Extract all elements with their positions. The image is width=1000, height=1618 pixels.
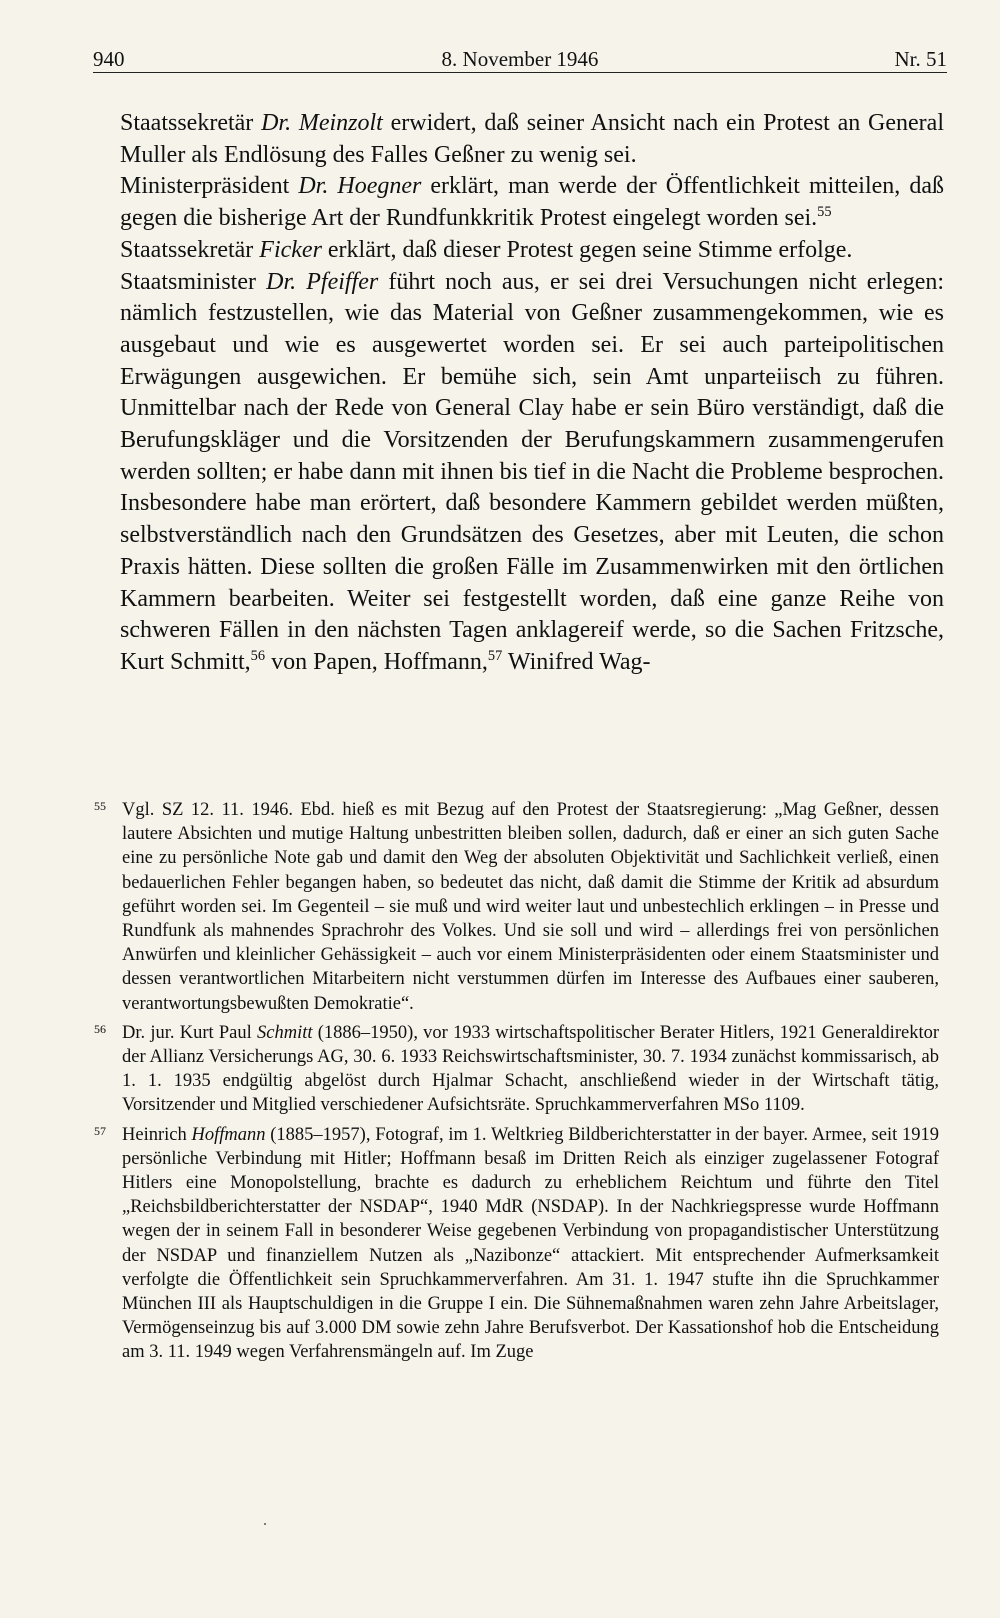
footnote-text: Vgl. SZ 12. 11. 1946. Ebd. hieß es mit Bezug auf den Protest der Staatsregierung: „Mag Geßner, dessen lautere Absichten und mutige Haltung unbestritten bleiben sollen, dadurch, daß er einer an sich guten Sache eine zu persönliche Note gab und damit den Weg der absoluten Objektivität und Sachlichkeit verließ, einen bedauerlichen Fehler begangen haben, so bedeutet das nicht, daß damit die Stimme der Kritik ad absurdum geführt worden sei. Im Gegenteil – sie muß und wird weiter laut und unbestechlich erklingen – in Presse und Rundfunk als mahnendes Sprachrohr des Volkes. Und sie soll und wird – allerdings frei von persönlichen Anwürfen und kleinlicher Gehässigkeit – auch vor einem Ministerpräsidenten oder einem Staatsminister und dessen verantwortlichen Mitarbeitern nicht verstummen dürfen im Interesse des Aufbaues einer sauberen, verantwortungsbewußten Demokratie“. xyxy=(122,800,939,1014)
paragraph-ficker xyxy=(120,235,944,267)
footnote-ref-56: 56 xyxy=(250,647,266,664)
footnote-57 xyxy=(94,1123,939,1365)
text-run: erwidert, daß seiner Ansicht nach ein Protest an General Muller als Endlösung des Falles Geßner zu wenig sei. xyxy=(120,110,944,168)
paragraph-pfeiffer xyxy=(120,267,944,679)
footnote-number: 56 xyxy=(94,1021,106,1036)
text-run: Staatssekretär xyxy=(120,236,260,263)
footnote-text: Dr. jur. Kurt Paul xyxy=(122,1022,258,1043)
text-run: von Papen, Hoffmann, xyxy=(265,648,488,675)
speaker-title: Dr. xyxy=(298,173,329,200)
text-run: Ministerpräsident xyxy=(120,173,299,200)
footnote-56 xyxy=(94,1021,939,1118)
speaker-name: Hoegner xyxy=(328,173,422,200)
footnotes xyxy=(94,798,939,1370)
page-number: 940 xyxy=(93,47,125,71)
text-run: erklärt, man werde der Öffentlichkeit mitteilen, daß gegen die bisherige Art der Rundfunkkritik Protest eingelegt worden sei. xyxy=(120,173,944,232)
speaker-name: Pfeiffer xyxy=(296,268,379,295)
text-run: führt noch aus, er sei drei Versuchungen nicht erlegen: nämlich festzustellen, wie das Material von Geßner zusammengekommen, wie es ausgebaut und wie es ausgewertet worden sei. Er sei auch parteipolitischen Erwägungen ausgewichen. Er bemühe sich, sein Amt unparteiisch zu führen. Unmittelbar nach der Rede von General Clay habe er sein Büro verständigt, daß die Berufungskläger und die Vorsitzenden der Berufungskammern zusammengerufen werden sollten; er habe dann mit ihnen bis tief in die Nacht die Probleme besprochen. Insbesondere habe man erörtert, daß besondere Kammern gebildet werden müßten, selbstverständlich nach den Grundsätzen des Gesetzes, aber mit Leuten, die schon Praxis hätten. Diese sollten die großen Fälle im Zusammenwirken mit den örtlichen Kammern bearbeiten. Weiter sei festgestellt worden, daß eine ganze Reihe von schweren Fällen in den nächsten Tagen anklagereif werde, so die Sachen Fritzsche, Kurt Schmitt, xyxy=(120,268,945,675)
speaker-name: Meinzolt xyxy=(291,110,383,136)
speaker-name: Ficker xyxy=(259,236,322,263)
issue-number: Nr. 51 xyxy=(894,47,947,71)
footnote-text: (1886–1950), vor 1933 wirtschaftspolitischer Berater Hitlers, 1921 Generaldirektor der Allianz Versicherungs AG, 30. 6. 1933 Reichswirtschaftsminister, 30. 7. 1934 zunächst kommissarisch, ab 1. 1. 1935 endgültig abgelöst durch Hjalmar Schacht, anschließend wieder in der Wirtschaft tätig, Vorsitzender und Mitglied verschiedener Aufsichtsräte. Spruchkammerverfahren MSo 1109. xyxy=(122,1022,939,1116)
text-run: Staatsminister xyxy=(120,268,267,295)
footnote-text: Heinrich xyxy=(122,1124,192,1145)
footnote-text: (1885–1957), Fotograf, im 1. Weltkrieg Bildberichterstatter in der bayer. Armee, seit 1919 persönliche Verbindung mit Hitler; Hoffmann besaß im Dritten Reich als einziger zugelassener Fotograf Hitlers eine Monopolstellung, brachte es dadurch zu erheblichem Reichtum und führte den Titel „Reichsbildberichterstatter der NSDAP“, 1940 MdR (NSDAP). In der Nachkriegspresse wurde Hoffmann wegen der in seinem Fall in besonderer Weise gegebenen Verbindung von propagandistischer Unterstützung der NSDAP und finanziellem Nutzen als „Nazibonze“ attackiert. Mit entsprechender Aufmerksamkeit verfolgte die Öffentlichkeit sein Spruchkammerverfahren. Am 31. 1. 1947 stufte ihn die Spruchkammer München III als Hauptschuldigen in die Gruppe I ein. Die Sühnemaßnahmen waren zehn Jahre Arbeitslager, Vermögenseinzug bis auf 3.000 DM sowie zehn Jahre Berufsverbot. Der Kassationshof hob die Entscheidung am 3. 11. 1949 wegen Verfahrensmängeln auf. Im Zuge xyxy=(122,1124,939,1363)
person-name: Hoffmann xyxy=(191,1124,266,1145)
text-run: Winifred Wag- xyxy=(502,648,651,675)
running-header xyxy=(93,44,947,74)
speaker-title: Dr. xyxy=(261,110,292,136)
text-run: Staatssekretär xyxy=(120,110,262,136)
footnote-number: 55 xyxy=(94,799,106,813)
text-run: erklärt, daß dieser Protest gegen seine Stimme erfolge. xyxy=(321,236,853,263)
footnote-ref-55: 55 xyxy=(817,204,832,221)
header-date: 8. November 1946 xyxy=(441,47,599,71)
main-text xyxy=(120,108,944,679)
footnote-55 xyxy=(94,798,939,1016)
paragraph-hoegner xyxy=(120,171,944,234)
footnote-number: 57 xyxy=(94,1123,106,1138)
person-name: Schmitt xyxy=(257,1022,313,1043)
header-rule xyxy=(93,72,947,73)
paragraph-meinzolt xyxy=(120,108,944,171)
speaker-title: Dr. xyxy=(266,268,297,295)
footnote-ref-57: 57 xyxy=(487,647,503,664)
scan-speck xyxy=(264,1523,266,1525)
